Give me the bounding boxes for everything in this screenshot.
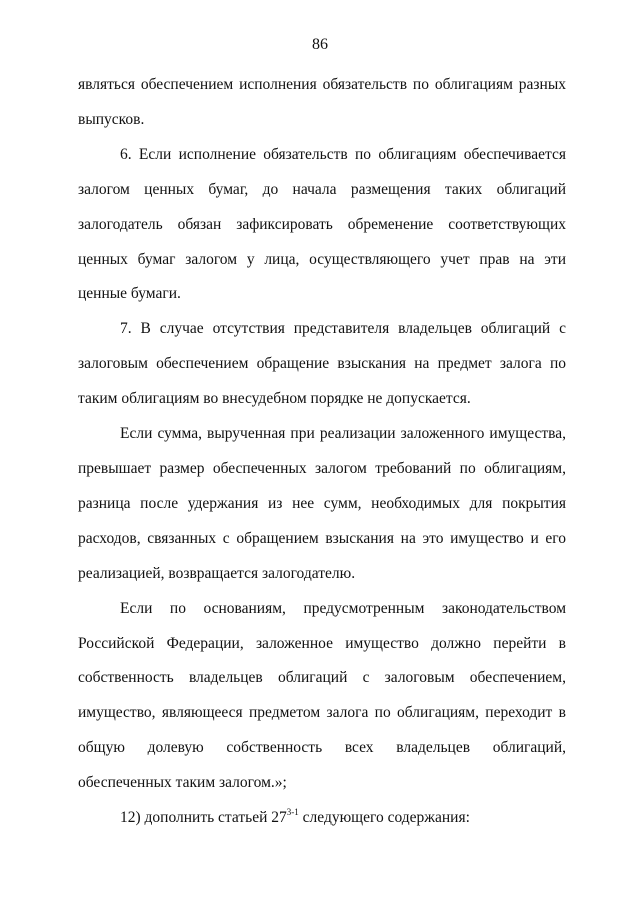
paragraph-item-6: 6. Если исполнение обязательств по облигациям обеспечивается залогом ценных бумаг, до начала размещения таких облигаций залогодатель обязан зафиксировать обременение соответствующих ценных бумаг залогом у лица, осуществляющего учет прав на эти ценные бумаги. xyxy=(78,145,566,303)
paragraph-continuation: являться обеспечением исполнения обязательств по облигациям разных выпусков. xyxy=(78,76,566,128)
paragraph-ownership-transfer: Если по основаниям, предусмотренным законодательством Российской Федерации, заложенное имущество должно перейти в собственность владельцев облигаций с залоговым обеспечением, имущество, являющееся предметом залога по облигациям, переходит в общую долевую собственность всех владельцев облигаций, обеспеченных таким залогом.»; xyxy=(78,599,566,792)
paragraph-item-12 xyxy=(78,801,566,836)
page-number: 86 xyxy=(312,36,328,53)
paragraph-sale-proceeds: Если сумма, вырученная при реализации заложенного имущества, превышает размер обеспеченных залогом требований по облигациям, разница после удержания из нее сумм, необходимых для покрытия расходов, связанных с обращением взыскания на это имущество и его реализацией, возвращается залогодателю. xyxy=(78,425,566,582)
item-12-text-after: следующего содержания: xyxy=(298,809,470,827)
item-12-text-before: 12) дополнить статьей 27 xyxy=(120,809,287,827)
document-body xyxy=(78,68,566,836)
article-superscript: 3-1 xyxy=(286,807,299,818)
paragraph-item-7: 7. В случае отсутствия представителя владельцев облигаций с залоговым обеспечением обращение взыскания на предмет залога по таким облигациям во внесудебном порядке не допускается. xyxy=(78,320,566,408)
